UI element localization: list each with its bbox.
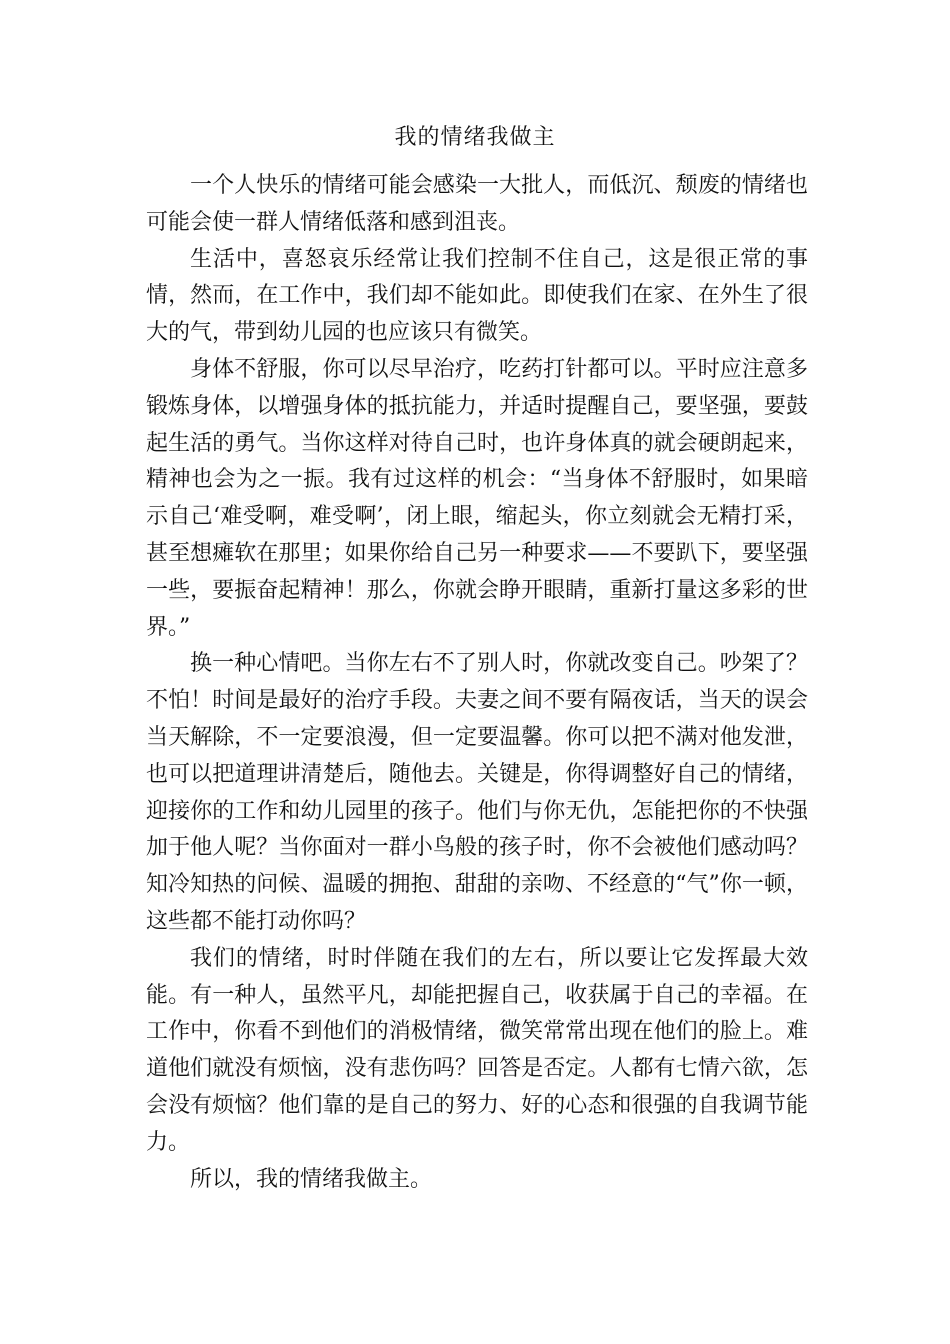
paragraph-6: 所以，我的情绪我做主。 [190,1166,433,1192]
paragraph-2: 生活中，喜怒哀乐经常让我们控制不住自己，这是很正常的事情，然而，在工作中，我们却不能如此。即使我们在家、在外生了很大的气，带到幼儿园的也应该只有微笑。 [146,246,808,346]
paragraph-3: 身体不舒服，你可以尽早治疗，吃药打针都可以。平时应注意多锻炼身体，以增强身体的抵抗能力，并适时提醒自己，要坚强，要鼓起生活的勇气。当你这样对待自己时，也许身体真的就会硬朗起来，精神也会为之一振。我有过这样的机会：“当身体不舒服时，如果暗示自己‘难受啊，难受啊’，闭上眼，缩起头，你立刻就会无精打采，甚至想瘫软在那里；如果你给自己另一种要求——不要趴下，要坚强一些，要振奋起精神！那么，你就会睁开眼睛，重新打量这多彩的世界。” [146,356,808,640]
document-title: 我的情绪我做主 [394,125,556,150]
paragraph-1: 一个人快乐的情绪可能会感染一大批人，而低沉、颓废的情绪也可能会使一群人情绪低落和感到沮丧。 [146,173,808,235]
paragraph-5: 我们的情绪，时时伴随在我们的左右，所以要让它发挥最大效能。有一种人，虽然平凡，却能把握自己，收获属于自己的幸福。在工作中，你看不到他们的消极情绪，微笑常常出现在他们的脸上。难道他们就没有烦恼，没有悲伤吗？回答是否定。人都有七情六欲，怎会没有烦恼？他们靠的是自己的努力、好的心态和很强的自我调节能力。 [146,945,808,1155]
paragraph-4: 换一种心情吧。当你左右不了别人时，你就改变自己。吵架了？不怕！时间是最好的治疗手段。夫妻之间不要有隔夜话，当天的误会当天解除，不一定要浪漫，但一定要温馨。你可以把不满对他发泄，也可以把道理讲清楚后，随他去。关键是，你得调整好自己的情绪，迎接你的工作和幼儿园里的孩子。他们与你无仇，怎能把你的不快强加于他人呢？当你面对一群小鸟般的孩子时，你不会被他们感动吗？知冷知热的问候、温暖的拥抱、甜甜的亲吻、不经意的“气”你一顿，这些都不能打动你吗？ [146,651,808,934]
document-body [146,168,808,1198]
